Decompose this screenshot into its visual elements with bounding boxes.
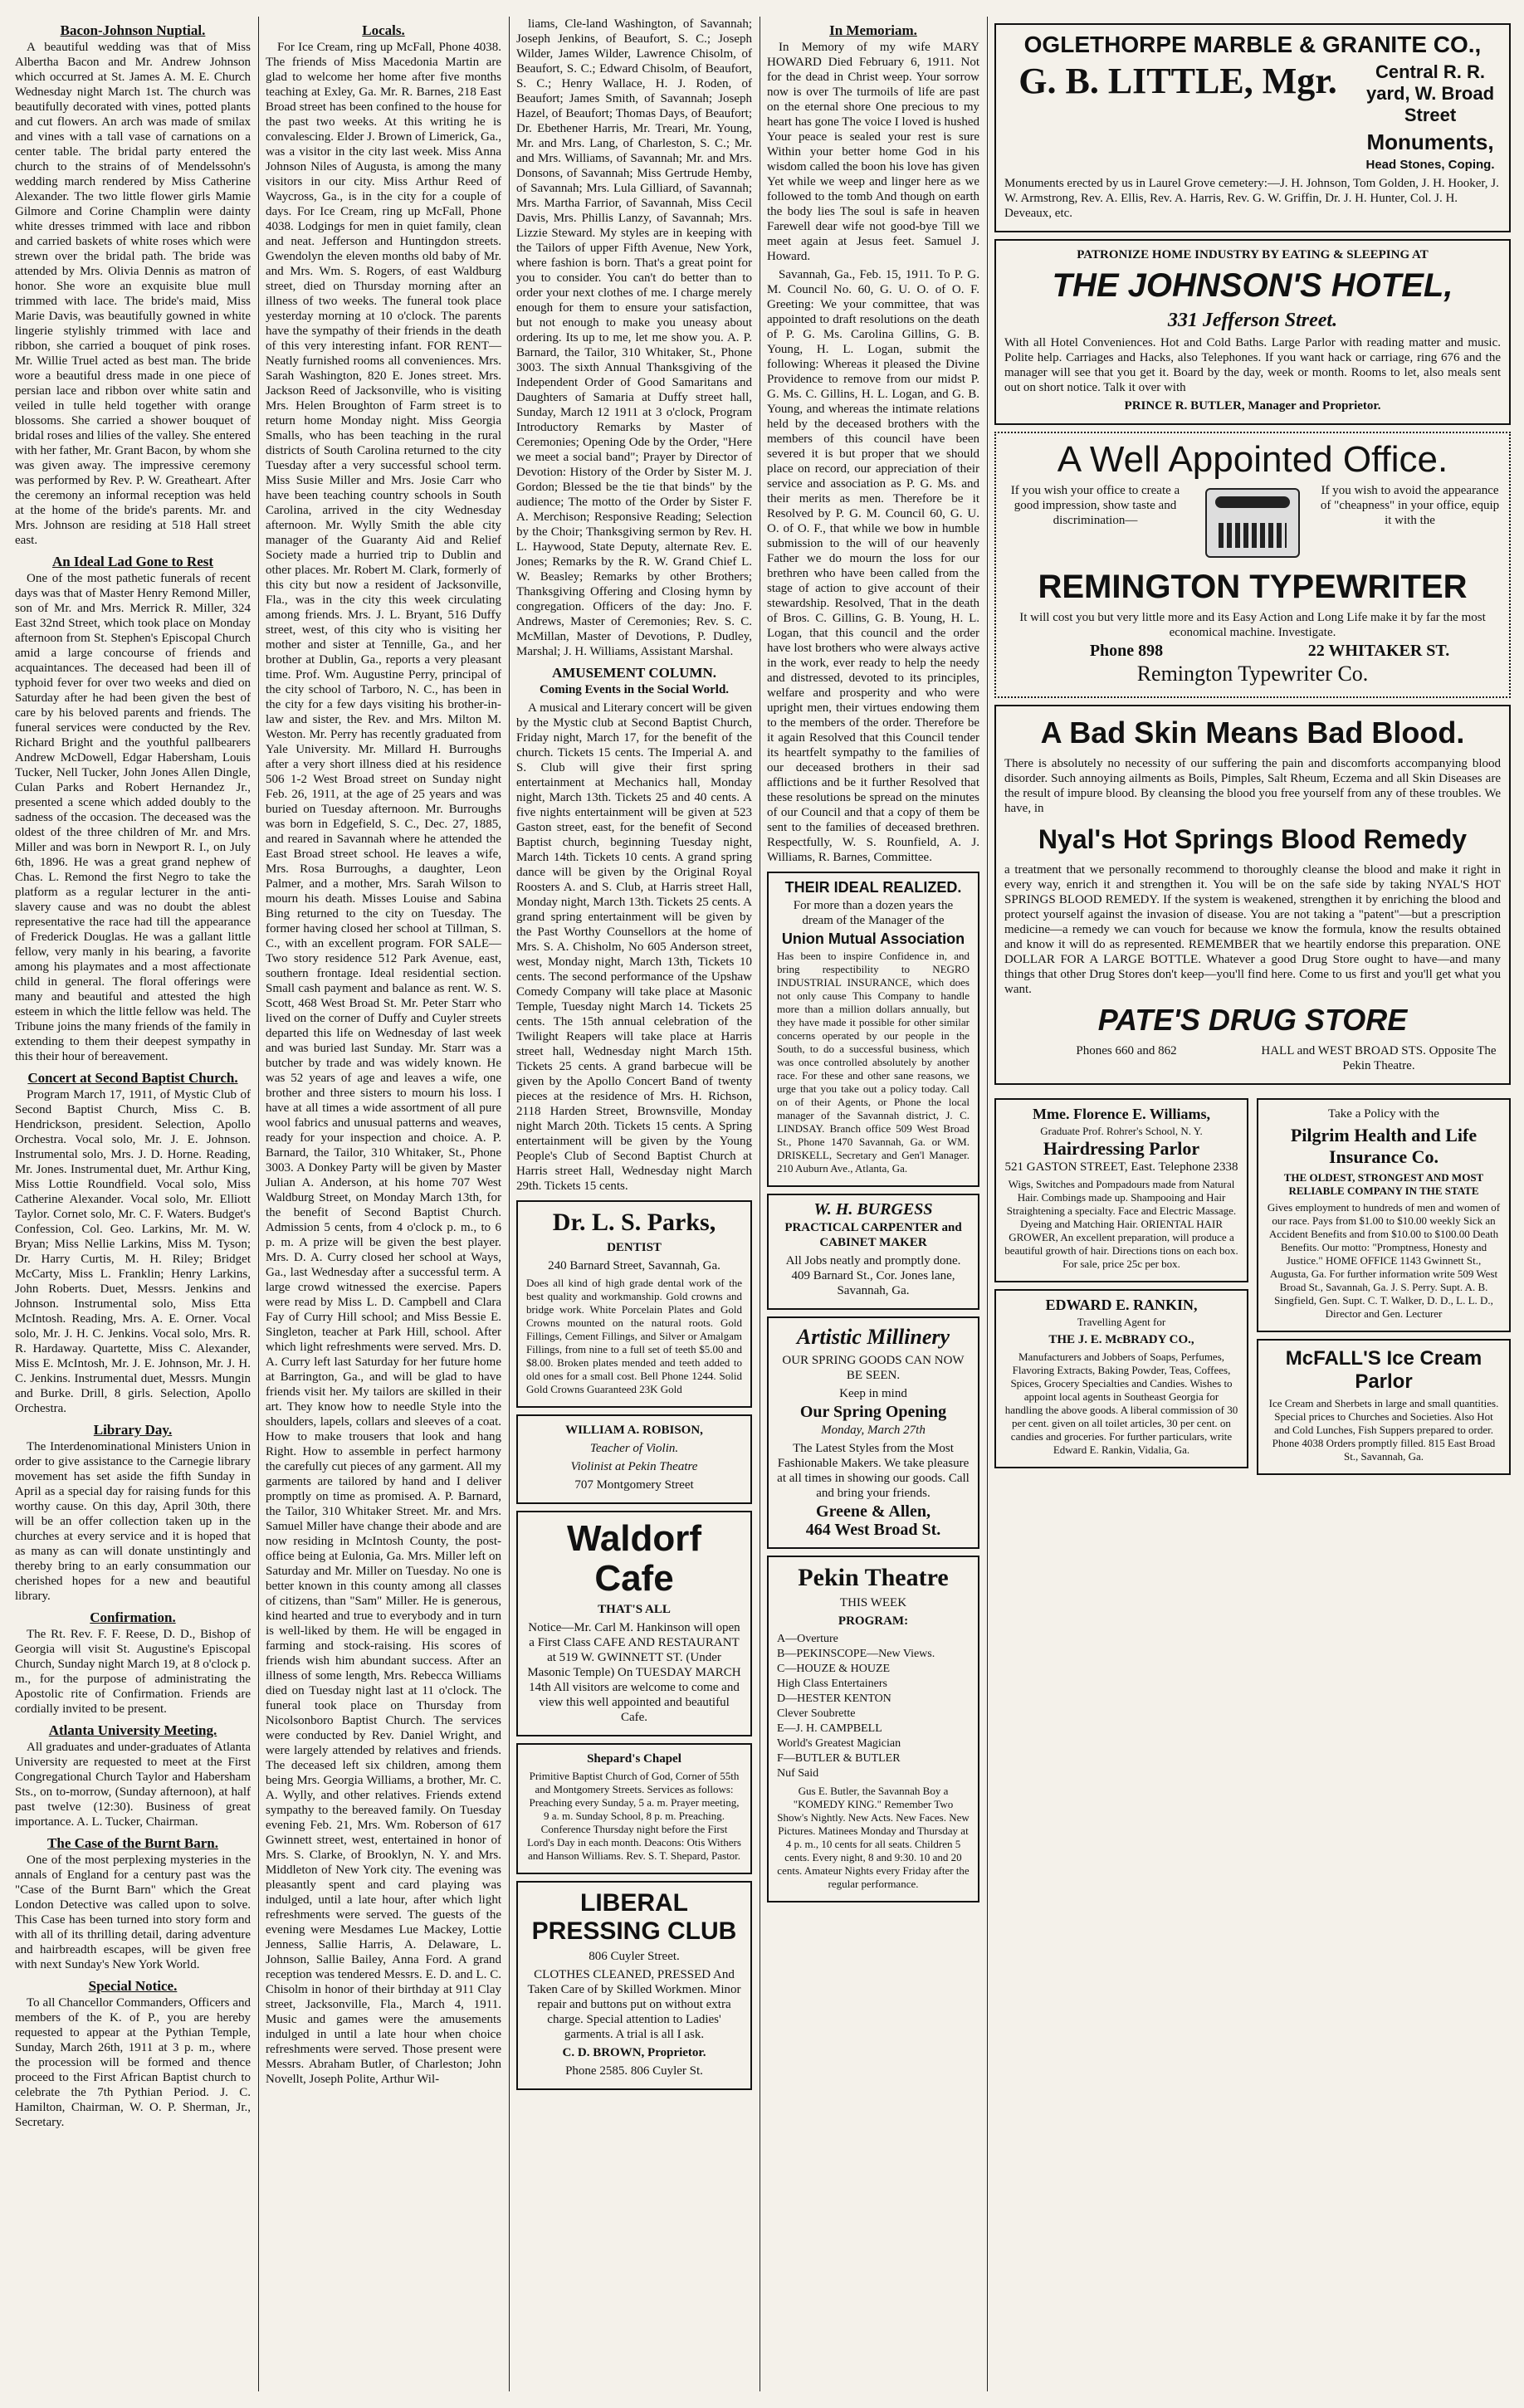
program-item: E—J. H. CAMPBELL bbox=[777, 1722, 882, 1735]
ad-title: A Bad Skin Means Bad Blood. bbox=[1040, 716, 1465, 750]
ad-body: The Latest Styles from the Most Fashionable Makers. We take pleasure at all times in showing our goods. Call and bring your friends. bbox=[777, 1442, 970, 1500]
program-list bbox=[777, 1632, 970, 1781]
program-item: F—BUTLER & BUTLER bbox=[777, 1752, 901, 1765]
article-body: To all Chancellor Commanders, Officers and members of the K. of P., you are hereby requested to appear at the Pythian Temple, Sunday, March 26th, 1911 at 3 p. m., where the procession will be formed and thence proceed to the First African Baptist church to celebrate the 7th Pythian Period. J. C. Hamilton, Chairman, W. O. P. Sherman, Jr., Secretary. bbox=[15, 1996, 251, 2129]
ad-note: Keep in mind bbox=[839, 1387, 907, 1400]
ad-subtitle: DENTIST bbox=[607, 1241, 662, 1254]
ad-body: There is absolutely no necessity of our suffering the pain and discomforts accompanying blood disorder. Such annoying ailments as Boils, Pimples, Salt Rheum, Eczema and all Skin Diseases are the result of impure blood. By cleansing the blood you free yourself from any of these troubles. We have, in bbox=[1004, 757, 1501, 815]
ad-top: PATRONIZE HOME INDUSTRY BY EATING & SLEEPING AT bbox=[1077, 248, 1429, 261]
ad-body: Primitive Baptist Church of God, Corner of 55th and Montgomery Streets. Services as follows: Preaching every Sunday, 5 a. m. Prayer meeting, 9 a. m. Sunday School, 8 p. m. Preaching. Conference Thursday night before the First Lord's Day in each month. Deacons: Otis Withers and Hanson Williams. Rev. S. T. Shepard, Pastor. bbox=[527, 1770, 741, 1862]
article-title: Library Day. bbox=[93, 1422, 173, 1438]
ad-subtitle: THAT'S ALL bbox=[598, 1603, 671, 1616]
union-mutual-ad bbox=[767, 872, 979, 1187]
program-item: C—HOUZE & HOUZE bbox=[777, 1663, 891, 1675]
ad-right-text: If you wish to avoid the appearance of "cheapness" in your office, equip it with the bbox=[1320, 484, 1500, 527]
remington-ad bbox=[994, 432, 1511, 698]
column-2 bbox=[259, 17, 508, 2391]
ad-title: W. H. BURGESS bbox=[813, 1200, 933, 1219]
rankin-ad bbox=[994, 1289, 1248, 1468]
article-body: For Ice Cream, ring up McFall, Phone 4038. The friends of Miss Macedonia Martin are glad to welcome her home after five months teaching at Exley, Ga. Mr. R. Barnes, 218 East Broad street has been confined to the house for the past two weeks. At this writing he is convalescing. Elder J. Brown of Limerick, Ga., was a visitor in the city last week. Miss Anna Johnson Niles of Augusta, is among the many visitors in our city. Miss Arthur Reed of Waycross, Ga., is in the city for a couple of days. For Ice Cream, ring up McFall, Phone 4038. Lodgings for men in quiet family, clean and neat. Jefferson and Huntingdon streets. Gwendolyn the eleven months old baby of Mr. and Mrs. Wm. S. Rogers, of east Waldburg street, died on Thursday morning after an illness of two weeks. The funeral took place yesterday morning at 10 o'clock. The parents have the sympathy of their friends in the death of this very interesting infant. FOR RENT—Neatly furnished rooms all conveniences. Mrs. Sarah Washington, 820 E. Jones street. Mrs. Jackson Reed of Jacksonville, who is visiting Mrs. Helen Broughton of Farm street is to return home Monday night. Miss Georgia Smalls, who has been teaching in the rural districts of South Carolina returned to the city Tuesday after a very successful school term. Miss Susie Miller and Mrs. Josie Carr who have been teaching country schools in South Carolina, arrived in the city Wednesday afternoon. Mr. Wylly Smith the able city manager of the Guaranty Aid and Relief Society made a hurried trip to Dublin and other places. Mr. Robert M. Clark, formerly of this city but now a resident of Jacksonville, Fla., was in the city this week circulating among friends. Mrs. J. L. Bryant, 516 Duffy street, west, of this city who is visiting her mother and sister at Tennille, Ga., and her brother at Dublin, Ga., reports a very pleasant time. Prof. Wm. Augustine Perry, principal of the city school of Tarboro, N. C., has been in the city for a few days visiting his brother-in-law and sister, the Rev. and Mrs. Milton M. Weston. Mr. Perry has recently graduated from Yale University. Mr. Millard H. Burroughs after a very short illness died at his residence 506 1-2 West Broad street on Sunday night Feb. 26, 1911, at the age of 25 years and was buried on Tuesday afternoon. Mr. Burroughs was born in Edgefield, S. C., Dec. 27, 1885, and reared in Savannah where he attended the East Broad street school. He leaves a wife, Mrs. Rosa Burroughs, a daughter, Leon Palmer, and a mother, Mrs. Sarah Wilson to mourn his death. Misses Louise and Sabina Bing returned to the city on Tuesday. The former having closed her school at Tillman, S. C., with an excellent program. FOR SALE—Two story residence 512 Park Avenue, east, southern frontage. Ideal residential section. Small cash payment and balance as rent. W. S. Scott, 468 West Broad St. Mr. Peter Starr who lived on the corner of Duffy and Cuyler streets departed this life on Wednesday of last week and was buried last Sunday. Mr. Starr was a butcher by trade and was widely known. He was 52 years of age and leaves a wife, one brother and three sisters to mourn his loss. I have at all times a wide assortment of all pure wool fabrics and unusual patterns and weaves, ready for your inspection and choice. A. P. Barnard, the Tailor, 310 Whitaker, St., Phone 3003. A Donkey Party will be given by Master Julian A. Anderson, at his home 707 West Waldburg Street, on Monday March 13th, for the benefit of Second Baptist Church. Admission 5 cents, from 4 o'clock p. m., to 6 p. m. A prize will be given the best player. Mrs. D. A. Curry closed her school at Ways, Ga., last Wednesday after a successful term. A large crowd witnessed the exercise. Papers were read by Miss L. D. Campbell and Clara Fay of Curry Hill school; and Miss Bessie E. Singleton, teacher at Park Hill, school. After which light refreshments were served. Mrs. D. A. Curry left last Saturday for her future home at Barrington, Ga., and will be glad to have friends visit her. My tailors are skilled in their art. They know how to needle Style into the shoulders, lapels, collars and sleeves of a coat. How to make trousers that look and hang Right. How to assemble in perfect harmony the carefully cut pieces of any garment. All my garments are tailored by hand and I deliver promptly on time as promised. A. P. Barnard, the Tailor, 310 Whitaker Street. Mr. and Mrs. Samuel Miller have change their abode and are now residing in McIntosh County, the post-office being at Eulonia, Ga. Mrs. Miller left on Saturday and Mr. Miller on Tuesday. No one is better known in this county among all classes of citizens, than "Sam" Miller. He is generous, kind hearted and true to everybody and in turn is well-liked by them. He will be engaged in farming and stock-raising. His scores of friends wish him abundant success. After an illness of some length, Mrs. Rebecca Williams died on Tuesday night last at 11 o'clock. The funeral took place on Thursday from Nicolsonboro Baptist Church. The services were conducted by Rev. Daniel Wright, and were largely attended by relatives and friends. The deceased left six children, among them being Mrs. Georgia Williams, a brother, Mr. C. A. Wylly, and other relatives. Friends extend sympathy to the bereaved family. On Tuesday evening Feb. 21, Mrs. Wm. Roberson of 617 Gwinnett street, west, entertained in honor of Mrs. S. Clarke, of Brooklyn, N. Y. and Mrs. Middleton of New York city. The evening was pleasantly spent and card playing was indulged, until a late hour, after which light refreshments were served. The guests of the evening were Mesdames Lue Mackey, Lottie Jenness, Sallie Harris, A. Delaware, L. Johnson, Sallie Bailey, Anna Ford. A grand reception was tendered Messrs. E. D. and L. C. Chisolm in honor of their birthday at 911 Clay street, Jacksonville, Fla., March 4, 1911. Music and games were the amusements indulged in until a late hour when choice refreshments were served. Those present were Messrs. Abraham Butler, of Charleston; John Novellt, Joseph Polite, Arthur Wil- bbox=[266, 41, 501, 2086]
ad-address: 464 West Broad St. bbox=[805, 1521, 941, 1539]
ad-date: Monday, March 27th bbox=[821, 1424, 926, 1437]
ad-title: Pilgrim Health and Life Insurance Co. bbox=[1290, 1125, 1478, 1167]
ad-title: McFALL'S Ice Cream Parlor bbox=[1285, 1347, 1482, 1393]
article-body: Savannah, Ga., Feb. 15, 1911. To P. G. M. Council No. 60, G. U. O. of O. F. Greeting: We your committee, that was appointed to draft resolutions on the death of P. G. Ms. Carolina Gillins, G. B. Young, H. L. Logan, submit the following: Whereas it pleased the Divine Providence to remove from our midst P. G. Ms. C. Gillins, H. L. Logan, and G. B. Young, and whereas the intimate relations held by the deceased brothers with the members of this council have been severed it is but proper that we should place on record, our appreciation of their service and association as P. G. Ms. and their merits as men. Therefore be it Resolved by P. G. M. Council 60, G. U. O. of O. F., that while we bow in humble submission to the will of our heavenly Father we do mourn the loss for our brethren who have been called from the stage of action to give account of their stewardship. Resolved, That in the death of Bros. C. Gillins, G. B. Young, H. L. Logan, that this council and the order have lost brothers who were always active in the work, ever ready to help the needy and distressed, devoted to its principles, welfare and prosperity and who were upright men, their virtues endowing them to the members of the order. Therefore be it again Resolved that this Council tender its heartfelt sympathy to the families of our deceased brothers in their sad afflictions and be it further Resolved that these resolutions be spread on the minutes of our Council and that a copy of them be sent to the families of deceased brethren. Respectfully, W. S. Rounfield, A. J. Williams, R. Barnes, Committee. bbox=[767, 268, 979, 864]
mcfalls-ad bbox=[1257, 1339, 1511, 1475]
ad-body: Gives employment to hundreds of men and women of our race. Pays from $1.00 to $10.00 weekly Sick an Accident Benefits and from $10.00 to $100.00 Death Benefits. Our motto: "Promptness, Honesty and Justice." HOME OFFICE 1143 Gwinnett St., Augusta, Ga. For further information write 509 West Broad St., Savannah, Ga. J. S. Perry. Supt. A. B. Singfield, Gen. Supt. C. T. Walker, D. D., L. L. D., Director and Gen. Lecturer bbox=[1267, 1201, 1501, 1320]
violin-teacher-ad bbox=[516, 1414, 752, 1504]
article-title: An Ideal Lad Gone to Rest bbox=[51, 554, 214, 569]
ad-body: Notice—Mr. Carl M. Hankinson will open a First Class CAFE AND RESTAURANT at 519 W. GWINNETT ST. (Under Masonic Temple) On TUESDAY MARCH 14th All visitors are welcome to come and view this well appointed and beautiful Cafe. bbox=[527, 1621, 741, 1724]
ad-location: Central R. R. yard, W. Broad Street bbox=[1365, 61, 1495, 125]
program-item: Nuf Said bbox=[777, 1767, 819, 1780]
article-title: Bacon-Johnson Nuptial. bbox=[60, 22, 206, 38]
column-3 bbox=[510, 17, 759, 2391]
ad-product: Monuments, bbox=[1366, 129, 1494, 154]
article-body: One of the most perplexing mysteries in the annals of England for a century past was the "Case of the Burnt Barn" which the Great London Detective was called upon to solve. This Case has been turned into story form and with all of its thrilling detail, daring adventure and hairbreadth escapes, will be given free with next Sunday's New York World. bbox=[15, 1854, 251, 1971]
program-item: High Class Entertainers bbox=[777, 1678, 887, 1690]
ad-company: Union Mutual Association bbox=[781, 930, 965, 947]
ad-address: 240 Barnard Street, Savannah, Ga. bbox=[548, 1259, 720, 1272]
article-title: Locals. bbox=[362, 22, 405, 38]
ad-role: Travelling Agent for bbox=[1077, 1316, 1166, 1328]
program-item: A—Overture bbox=[777, 1633, 838, 1645]
article-body: In Memory of my wife MARY HOWARD Died February 6, 1911. Not for the dead in Christ weep. Your sorrow now is over The turmoils of life are past on the eternal shore One precious to my heart has gone The voice I loved is hushed Your peace is sealed your rest is sure Within your better home God in his wisdom called the boon his love has given Yet while we weep and linger here as we followed to the tomb And though on earth the body lies The soul is safe in heaven Farewell dear wife not good-bye Till we meet again at Jesus feet. Samuel J. Howard. bbox=[767, 41, 979, 263]
article-title: AMUSEMENT COLUMN. bbox=[551, 665, 717, 681]
ad-body: All Jobs neatly and promptly done. 409 Barnard St., Cor. Jones lane, Savannah, Ga. bbox=[785, 1254, 961, 1297]
program-label: PROGRAM: bbox=[838, 1614, 909, 1628]
column-5 bbox=[988, 17, 1517, 2391]
article-title: Confirmation. bbox=[90, 1609, 176, 1625]
ad-address: 22 WHITAKER ST. bbox=[1307, 642, 1450, 660]
ad-product: Nyal's Hot Springs Blood Remedy bbox=[1038, 824, 1468, 854]
typewriter-icon bbox=[1205, 488, 1300, 558]
article-title: Special Notice. bbox=[88, 1978, 178, 1994]
program-item: D—HESTER KENTON bbox=[777, 1692, 891, 1705]
ad-body: Wigs, Switches and Pompadours made from Natural Hair. Combings made up. Shampooing and Hair Straightening a specialty. Face and Electric Massage. Dyeing and Matching Hair. ORIENTAL HAIR GROWER, An excellent preparation, will produce a beautiful growth of hair. Directions tions on each box. For sale, price 25c per box. bbox=[1004, 1178, 1238, 1270]
ad-address: 707 Montgomery Street bbox=[574, 1478, 694, 1492]
ad-body: a treatment that we personally recommend to thoroughly cleanse the blood and make it right in every way, enrich it and strengthen it. You will be on the safe side by taking NYAL'S HOT SPRINGS BLOOD REMEDY. If the system is weakened, strengthen it by enriching the blood and protect yourself against the invasion of disease. You are not taking a "patent"—but a prescription medicine—a remedy we can vouch for because we know the formula, know the results obtained and know it will do as represented. REMEMBER that we heartily endorse this preparation. ONE DOLLAR FOR A LARGE BOTTLE. Whatever a good Drug Store ought to have—and many things that other Drug Stores don't keep—you'll find here. Come to us first and you'll get what you want. bbox=[1004, 863, 1501, 996]
ad-manager: G. B. LITTLE, Mgr. bbox=[1018, 61, 1337, 101]
dentist-ad bbox=[516, 1200, 752, 1408]
ad-subtitle: THE OLDEST, STRONGEST AND MOST RELIABLE COMPANY IN THE STATE bbox=[1283, 1171, 1484, 1197]
article-title: In Memoriam. bbox=[829, 22, 917, 38]
ad-credential: Graduate Prof. Rohrer's School, N. Y. bbox=[1040, 1125, 1203, 1137]
ad-title: Shepard's Chapel bbox=[587, 1752, 681, 1766]
waldorf-cafe-ad bbox=[516, 1511, 752, 1736]
article-body: The Interdenominational Ministers Union in order to give assistance to the Carnegie library movement has set aside the fifth Sunday in April as a special day for raising funds for this worthy cause. On this day, April 30th, there will be an offer collection taken up in the churches at every service and it is hoped that as many as can will donate unstintingly and thereby bring to an early consummation our cherished hopes for a new and beautiful library. bbox=[15, 1440, 251, 1603]
ad-body: CLOTHES CLEANED, PRESSED And Taken Care of by Skilled Workmen. Minor repair and buttons put on without extra charge. Special attention to Ladies' garments. A trial is all I ask. bbox=[527, 1968, 741, 2041]
hairdressing-ad bbox=[994, 1098, 1248, 1282]
ad-title: Waldorf Cafe bbox=[566, 1518, 702, 1599]
program-item: B—PEKINSCOPE—New Views. bbox=[777, 1648, 935, 1660]
article-title: Atlanta University Meeting. bbox=[48, 1722, 217, 1738]
marble-granite-ad bbox=[994, 23, 1511, 232]
ad-place: Violinist at Pekin Theatre bbox=[570, 1460, 698, 1473]
ad-subtitle: PRACTICAL CARPENTER and CABINET MAKER bbox=[784, 1221, 962, 1249]
ad-phone: Phone 898 bbox=[1089, 642, 1164, 660]
article-body: Program March 17, 1911, of Mystic Club of Second Baptist Church, Miss C. B. Hendrickson, president. Selection, Apollo Orchestra. Vocal solo, Mr. J. E. Johnson. Instrumental solo, Mrs. J. D. Horne. Reading, Mr. Jones. Instrumental duet, Mr. Arthur King, Miss Lottie Roundfield. Vocal solo, Miss Catherine Alexander. Vocal solo, Mr. Elliott Taylor. Cornet solo, Mr. C. F. Waters. Budget's Confession, Col. Geo. Larkins, Mr. M. W. Bryan; Miss Nellie Larkins, Miss M. Tyson; Dr. Harry Curtis, M. H. Riley; Bridget McCarty, Miss L. Franklin; Henry Larkins, John Roberts. Duet, Messrs. Jenkins and Johnson. Instrumental solo, Miss Etta McIntosh. Reading, Mrs. A. E. Orner. Vocal solo, Mr. J. H. C. Jenkins. Vocal solo, Mrs. R. R. Hardaway. Quartette, Miss C. Alexander, Miss E. McIntosh, Mr. J. E. Johnson, Mr. J. H. C. Jenkins. Instrumental duet, Messrs. Mungin and Burke. Drill, 8 girls. Selection, Apollo Orchestra. bbox=[15, 1088, 251, 1415]
ad-left-text: If you wish your office to create a good impression, show taste and discrimination— bbox=[1010, 484, 1180, 527]
ad-address: 331 Jefferson Street. bbox=[1167, 310, 1338, 331]
pilgrim-insurance-ad bbox=[1257, 1098, 1511, 1332]
ad-store: PATE'S DRUG STORE bbox=[1097, 1003, 1408, 1037]
ad-body: Ice Cream and Sherbets in large and small quantities. Special prices to Churches and Societies. Also Hot and Cold Lunches, Fish Suppers prepared to order. Phone 4038 Orders promptly filled. 815 East Broad St., Savannah, Ga. bbox=[1268, 1397, 1499, 1463]
ad-title: Pekin Theatre bbox=[798, 1564, 949, 1591]
ad-address: 806 Cuyler Street. bbox=[589, 1950, 680, 1963]
johnsons-hotel-ad bbox=[994, 239, 1511, 425]
program-item: World's Greatest Magician bbox=[777, 1737, 901, 1750]
ad-subtitle: OUR SPRING GOODS CAN NOW BE SEEN. bbox=[782, 1354, 965, 1382]
carpenter-ad bbox=[767, 1194, 979, 1310]
ad-body: Gus E. Butler, the Savannah Boy a "KOMEDY KING." Remember Two Show's Nightly. New Acts. New Faces. New Pictures. Matinees Monday and Thursday at 4 p. m., 10 cents for all seats. Children 5 cents. Every night, 8 and 9:30. 10 and 20 cents. Amateur Nights every Friday after the regular performance. bbox=[777, 1785, 970, 1890]
ad-signature: PRINCE R. BUTLER, Manager and Proprietor. bbox=[1124, 399, 1381, 413]
program-item: Clever Soubrette bbox=[777, 1707, 856, 1720]
ad-title: LIBERAL PRESSING CLUB bbox=[531, 1889, 737, 1945]
column-1 bbox=[8, 17, 257, 2391]
millinery-ad bbox=[767, 1316, 979, 1549]
ad-title: WILLIAM A. ROBISON, bbox=[565, 1424, 703, 1437]
column-4 bbox=[760, 17, 986, 2391]
ad-address: HALL and WEST BROAD STS. Opposite The Pekin Theatre. bbox=[1261, 1044, 1497, 1072]
article-title: The Case of the Burnt Barn. bbox=[47, 1835, 218, 1851]
ad-title: Artistic Millinery bbox=[796, 1325, 950, 1349]
ad-phone: Phone 2585. 806 Cuyler St. bbox=[565, 2064, 703, 2078]
ad-body: Does all kind of high grade dental work of the best quality and workmanship. Gold crowns and bridge work. White Porcelain Plates and Gold Crowns mounted on the natural roots. Gold Fillings, Cement Fillings, and Silver or Amalgam Fillings, from nine to a full set of teeth $5.00 and $8.00. Broken plates mended and teeth added to old ones for a small cost. Bell Phone 1244. Solid Gold Crowns Guaranteed 23K Gold bbox=[526, 1277, 742, 1395]
ad-body: Has been to inspire Confidence in, and bring respectibility to NEGRO INDUSTRIAL INSURANCE, which does not only cause This Company to handle more than a million dollars annually, but they have made it possible for other similar concerns operated by our people in the South, to do a successful business, which was once controlled absolutely by another race. For these and other sane reasons, we urge that you take out a policy today. Call on of their Agents, or Phone the local manager of the Savannah district, J. C. LINDSAY. Branch office 509 West Broad St., Phone 1470 Savannah, Ga. or WM. DRISKELL, Secretary and Gen'l Manager. 210 Auburn Ave., Atlanta, Ga. bbox=[777, 950, 970, 1175]
ad-product: Head Stones, Coping. bbox=[1365, 158, 1495, 172]
ad-title: THE JOHNSON'S HOTEL, bbox=[1052, 267, 1453, 304]
ad-title: OGLETHORPE MARBLE & GRANITE CO., bbox=[1023, 32, 1482, 57]
ad-body: Monuments erected by us in Laurel Grove cemetery:—J. H. Johnson, Tom Golden, J. H. Hooker, J. W. Armstrong, Rev. A. Ellis, Rev. A. Harris, Rev. G. W. Griffin, Dr. J. H. Hunter, Col. J. H. Deveaux, etc. bbox=[1004, 177, 1499, 220]
article-body: liams, Cle-land Washington, of Savannah; Joseph Jenkins, of Beaufort, S. C.; Joseph Wilder, James Wilder, Lawrence Chisolm, of Beaufort, S. C.; Edward Chisolm, of Beaufort, S. C.; Henry Wallace, H. J. Roden, of Beaufort; James Smith, of Savannah; Joseph Hazel, of Beaufort; Thomas Days, of Beaufort; Dr. Ebethener Harris, Mr. Treari, Mr. Young, Mr. and Mrs. Lang, of Charleston, S. C.; Mr. and Mrs. Williams, of Savannah; Mr. and Mrs. Donsons, of Savannah; Miss Gertrude Hemby, of Savannah; Mrs. Lula Gilliard, of Savannah; Mrs. Martha Farrior, of Savannah, Miss Cecil Davis, Mrs. Phillis Lanzy, of Savannah; Mrs. Lizzie Steward. My styles are in keeping with the Tailors of upper Fifth Avenue, New York, where fashion is born. That's a great point for you to consider. You can't do better than to order your next clothes of me. I charge merely enough for them to ensure your satisfaction, but not enough to make you uneasy about ordering. Its up to me, let me show you. A. P. Barnard, the Tailor, 310 Whitaker, St., Phone 3003. The sixth Annual Thanksgiving of the Independent Order of Good Samaritans and Daughters of Samaria at Duffy street hall, Sunday, March 12 1911 at 3 o'clock, Program Introductory Remarks by Master of Ceremonies; Opening Ode by the Order, "Here we meet a social band"; Prayer by Director of Devotion: History of the Order by Sister M. J. Gordon; Blessed be the tie that binds" by the audience; The motto of the Order by Sister F. A. Merchison; Responsive Reading; Selection by the Choir; Thanksgiving sermon by Rev. H. L. Haywood, State Deputy, alternate Rev. E. Jones; Remarks by the R. W. Grand Chief L. W. Beasley; Remarks by other Brothers; Thanksgiving Offering and Closing hymn by congregation. Officers of the day: Jno. F. Andrews, Master of Ceremonies; Rev. S. C. McMillan, Master of Devotions, P. Dudley, Marshal; J. H. Williams, Assistant Marshal. bbox=[516, 17, 752, 658]
ad-brand: REMINGTON TYPEWRITER bbox=[1038, 569, 1468, 605]
ad-body: It will cost you but very little more and its Easy Action and Long Life make it by far the most economical machine. Investigate. bbox=[1019, 611, 1486, 639]
article-subtitle: Coming Events in the Social World. bbox=[539, 683, 730, 696]
shepards-chapel-ad bbox=[516, 1743, 752, 1874]
ad-top: Take a Policy with the bbox=[1328, 1107, 1439, 1121]
ad-firm: Greene & Allen, bbox=[816, 1502, 931, 1521]
article-body: A musical and Literary concert will be given by the Mystic club at Second Baptist Church, Friday night, March 17, for the benefit of the church. Tickets 15 cents. The Imperial A. and S. Club will give their first spring entertainment at Mechanics hall, Monday night, March 13th. Tickets 25 and 40 cents. A five nights entertainment will be given at 523 Gaston street, east, for the benefit of Second Baptist church, beginning Tuesday night, March 14th. Tickets 10 cents. A grand spring dance will be given by the Original Royal Roosters A. and S. Club, at Harris street Hall, Monday night, March 13th. Tickets 25 cents. A grand spring entertainment will be given by the Past Worthy Counsellors at the home of Mrs. S. A. Chisholm, No 605 Anderson street, west, Monday night, March 13th, Tickets 10 cents. The second performance of the Upshaw Comedy Company will take place at Masonic Temple, Tuesday night March 14. Tickets 25 cents. The 15th annual celebration of the Twilight Reapers will take place at Harris street hall, Wednesday night March 15th. Tickets 25 cents. A grand barbecue will be given by the Apollo Concert Band of twenty pieces at the residence of Mrs. H. Richson, 2118 Harden Street, Brownsville, Monday night March 20th. Tickets 15 cents. A Spring entertainment will be given by the Young People's Club of Second Baptist Church at Harris street Hall, Wednesday night March 29th. Tickets 15 cents. bbox=[516, 701, 752, 1193]
ad-phone: Phones 660 and 862 bbox=[1076, 1044, 1177, 1057]
ad-company: THE J. E. McBRADY CO., bbox=[1048, 1333, 1194, 1346]
ad-body: For more than a dozen years the dream of the Manager of the bbox=[793, 899, 954, 927]
ad-title: A Well Appointed Office. bbox=[1057, 439, 1448, 480]
pekin-theatre-ad bbox=[767, 1556, 979, 1902]
ad-subtitle: THIS WEEK bbox=[839, 1596, 907, 1609]
article-title: Concert at Second Baptist Church. bbox=[27, 1070, 238, 1086]
pressing-club-ad bbox=[516, 1881, 752, 2090]
ad-name: Mme. Florence E. Williams, bbox=[1033, 1106, 1210, 1122]
ad-name: EDWARD E. RANKIN, bbox=[1045, 1297, 1198, 1313]
ad-company: Remington Typewriter Co. bbox=[1136, 662, 1369, 686]
ad-address: 521 GASTON STREET, East. Telephone 2338 bbox=[1004, 1160, 1238, 1174]
article-body: All graduates and under-graduates of Atlanta University are requested to meet at the First Congregational Church Taylor and Habersham Sts., on to-morrow, (Sunday afternoon), at half past twelve (12:30). Business of great importance. A. L. Tucker, Chairman. bbox=[15, 1741, 251, 1829]
ad-role: Teacher of Violin. bbox=[589, 1442, 679, 1455]
article-body: One of the most pathetic funerals of recent days was that of Master Henry Remond Miller, son of Mr. and Mrs. Merrick R. Miller, 324 East 32nd Street, which took place on Monday afternoon from St. Stephen's Episcopal Church amid a large concourse of friends and acquaintances. The deceased had been ill of typhoid fever for over two weeks and died on Saturday after he had been given the best of care by his beloved parents and friends. The funeral services were conducted by the Rev. Richard Bright and the youthful pallbearers Andrew McDowell, Edgar Habersham, Louis Tucker, Nell Tucker, John Jones Allen Dingle, Culan Parks and Robert Hernandez Jr., presented a scene which added doubly to the sadness of the occasion. The deceased was the oldest of the three children of Mr. and Mrs. Miller and was born in Newport R. I., on July 6th, 1896. He was a great grand nephew of Chas. L. Remond the first Negro to take the platform as a regular lecturer in the anti-slavery cause and was no doubt the ablest representative the race had till the appearance of Frederick Douglas. He was a gallant little fellow, very manly in his bearing, a favorite among his playmates and a most affectionate child in general. The floral offerings were many and beautiful and attested the high esteem in which the little fellow was held. The Tribune joins the many friends of the family in extending to them their deepest sympathy in this their hour of bereavement. bbox=[15, 572, 251, 1063]
ad-title: Dr. L. S. Parks, bbox=[552, 1209, 716, 1236]
ad-title: THEIR IDEAL REALIZED. bbox=[784, 879, 962, 896]
ad-body: Manufacturers and Jobbers of Soaps, Perfumes, Flavoring Extracts, Baking Powder, Teas, Coffees, Spices, Grocery Specialties and Candies. Wishes to appoint local agents in Southeast Georgia for handling the above goods. A liberal commission of 30 per cent. given on all toilet articles, 30 per cent. on candies and groceries. For further particulars, write Edward E. Rankin, Vidalia, Ga. bbox=[1004, 1351, 1238, 1456]
ad-title: Hairdressing Parlor bbox=[1043, 1138, 1200, 1159]
ad-body: With all Hotel Conveniences. Hot and Cold Baths. Large Parlor with reading matter and music. Polite help. Carriages and Hacks, also Telephones. If you want hack or carriage, ring 676 and the manager will see that you get it. Board by the day, week or month. Rooms to let, also meals sent out on short notice. Talk it over with bbox=[1004, 336, 1501, 394]
article-body: A beautiful wedding was that of Miss Albertha Bacon and Mr. Andrew Johnson which occurred at St. James A. M. E. Church Wednesday night March 1st. The church was beautifully decorated with vines, potted plants and cut flowers. An arch was made of smilax and vines with a tall vase of carnations on a center table. The bridal party entered the church to the strains of of Mendelssohn's wedding march rendered by Miss Catherine Alexander. The two little flower girls Mamie Gilmore and Corine Champlin were dainty white dresses trimmed with lace and ribbon and carried baskets of white roses which were strewn over the bridal path. The bride was attended by Mrs. Olivia Dennis as matron of honor. She wore an exquisite blue mull trimmed with lace. The bride's maid, Miss Marie Davis, was beautifully gowned in white lingerie stylishly trimmed with lace and ribbon, she carried a bouquet of pink roses. Mr. Willie Truel acted as best man. The bride wore a beautiful dress made in one piece of persian lace and ribbon over white satin and veiled in tulle held together with orange blossoms. She carried a shower bouquet of bridal roses and lilies of the valley. She entered with her father, Mr. Grant Bacon, by whom she was given away. The impressive ceremony was performed by Rev. P. W. Greatheart. After the ceremony an informal reception was held at the home of the bride's parents. Mr. and Mrs. Johnson are residing at 518 Hall street east. bbox=[15, 41, 251, 547]
article-body: The Rt. Rev. F. F. Reese, D. D., Bishop of Georgia will visit St. Augustine's Episcopal Church, Sunday night March 19, at 8 o'clock p. m., for the purpose of administrating the Apostolic rite of Confirmation. Friends are cordially invited to be present. bbox=[15, 1628, 251, 1716]
ad-proprietor: C. D. BROWN, Proprietor. bbox=[562, 2046, 706, 2059]
drug-store-ad bbox=[994, 705, 1511, 1085]
ad-event: Our Spring Opening bbox=[799, 1403, 947, 1421]
